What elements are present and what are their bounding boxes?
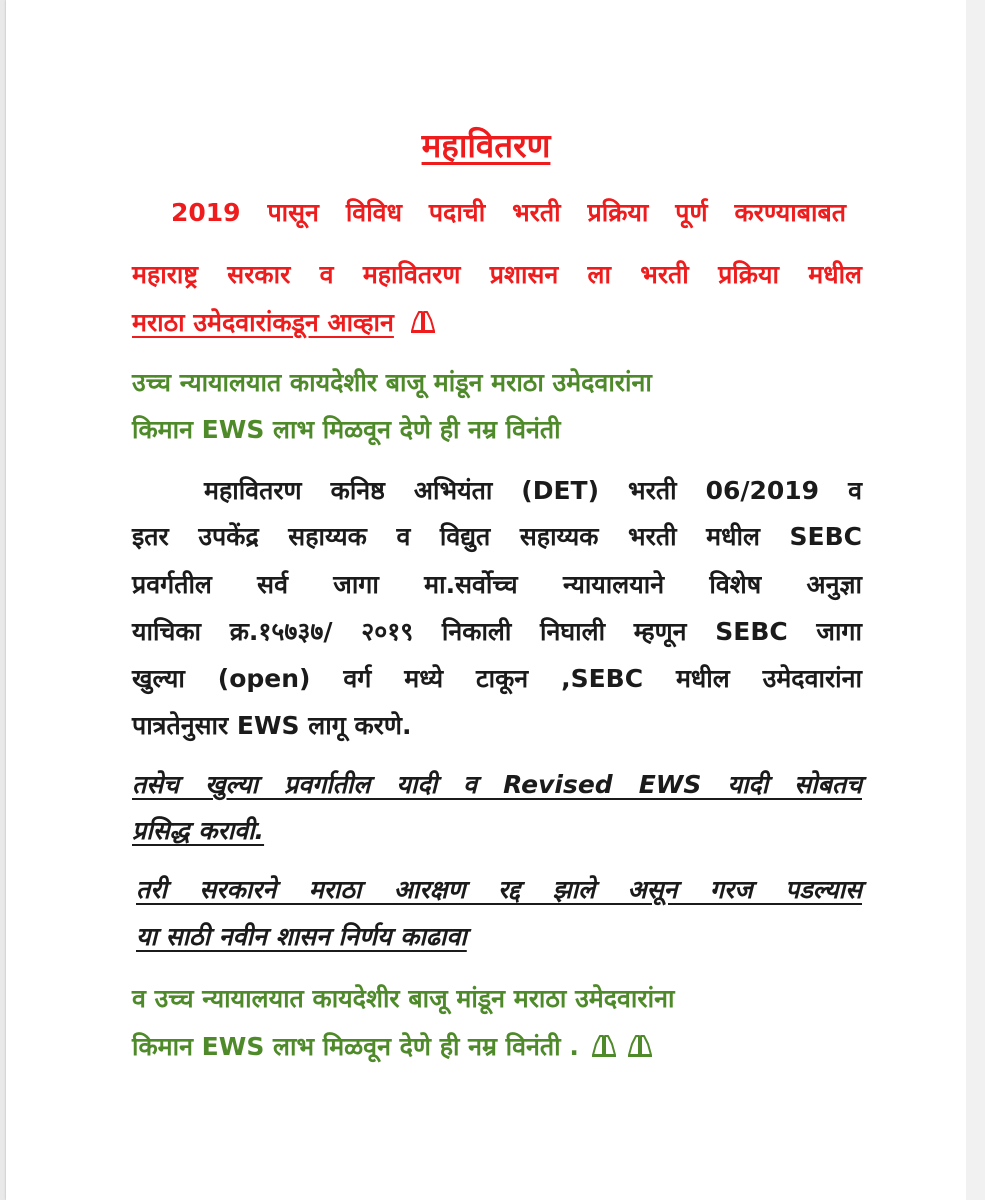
line-13-text: प्रसिद्ध करावी.: [132, 816, 265, 845]
line-15: [136, 920, 467, 954]
folded-hands-icon: [626, 1033, 654, 1057]
line-8-text: प्रवर्गतील सर्व जागा मा.सर्वोच्च न्यायालयाने विशेष अनुज्ञा: [132, 570, 862, 599]
line-1: [171, 196, 846, 230]
line-3-text: मराठा उमेदवारांकडून आव्हान: [132, 308, 394, 337]
line-12-text: तसेच खुल्या प्रवर्गातील यादी व Revised EWS यादी सोबतच: [132, 770, 862, 799]
line-3: [132, 306, 437, 340]
line-10-text: खुल्या (open) वर्ग मध्ये टाकून ,SEBC मधील उमेदवारांना: [132, 664, 862, 693]
line-11: पात्रतेनुसार EWS लागू करणे.: [132, 711, 412, 740]
line-2-text: महाराष्ट्र सरकार व महावितरण प्रशासन ला भरती प्रक्रिया मधील: [132, 260, 862, 289]
line-6-text: महावितरण कनिष्ठ अभियंता (DET) भरती 06/2019 व: [204, 476, 862, 505]
page-title: महावितरण: [421, 126, 551, 165]
line-17: [132, 1030, 654, 1064]
line-13: [132, 814, 264, 848]
line-16: व उच्च न्यायालयात कायदेशीर बाजू मांडून मराठा उमेदवारांना: [132, 984, 675, 1013]
document-page: [6, 0, 966, 1200]
line-9: [132, 615, 862, 649]
line-12: [132, 768, 862, 802]
line-8: [132, 568, 862, 602]
line-7-text: इतर उपकेंद्र सहाय्यक व विद्युत सहाय्यक भरती मधील SEBC: [132, 522, 862, 551]
page-edge: [966, 0, 985, 1200]
line-4: उच्च न्यायालयात कायदेशीर बाजू मांडून मराठा उमेदवारांना: [132, 368, 652, 397]
line-10: [132, 662, 862, 696]
line-14: [136, 873, 862, 907]
folded-hands-icon: [590, 1033, 618, 1057]
line-5: किमान EWS लाभ मिळवून देणे ही नम्र विनंती: [132, 415, 561, 444]
line-2: [132, 258, 862, 292]
line-14-text: तरी सरकारने मराठा आरक्षण रद्द झाले असून गरज पडल्यास: [136, 875, 862, 904]
line-9-text: याचिका क्र.१५७३७/ २०१९ निकाली निघाली म्हणून SEBC जागा: [132, 617, 862, 646]
line-15-text: या साठी नवीन शासन निर्णय काढावा: [136, 922, 467, 951]
line-17-text: किमान EWS लाभ मिळवून देणे ही नम्र विनंती .: [132, 1032, 579, 1061]
line-7: [132, 520, 862, 554]
line-6: [204, 474, 862, 508]
folded-hands-icon: [409, 309, 437, 333]
line-1-text: 2019 पासून विविध पदाची भरती प्रक्रिया पूर्ण करण्याबाबत: [171, 198, 846, 227]
